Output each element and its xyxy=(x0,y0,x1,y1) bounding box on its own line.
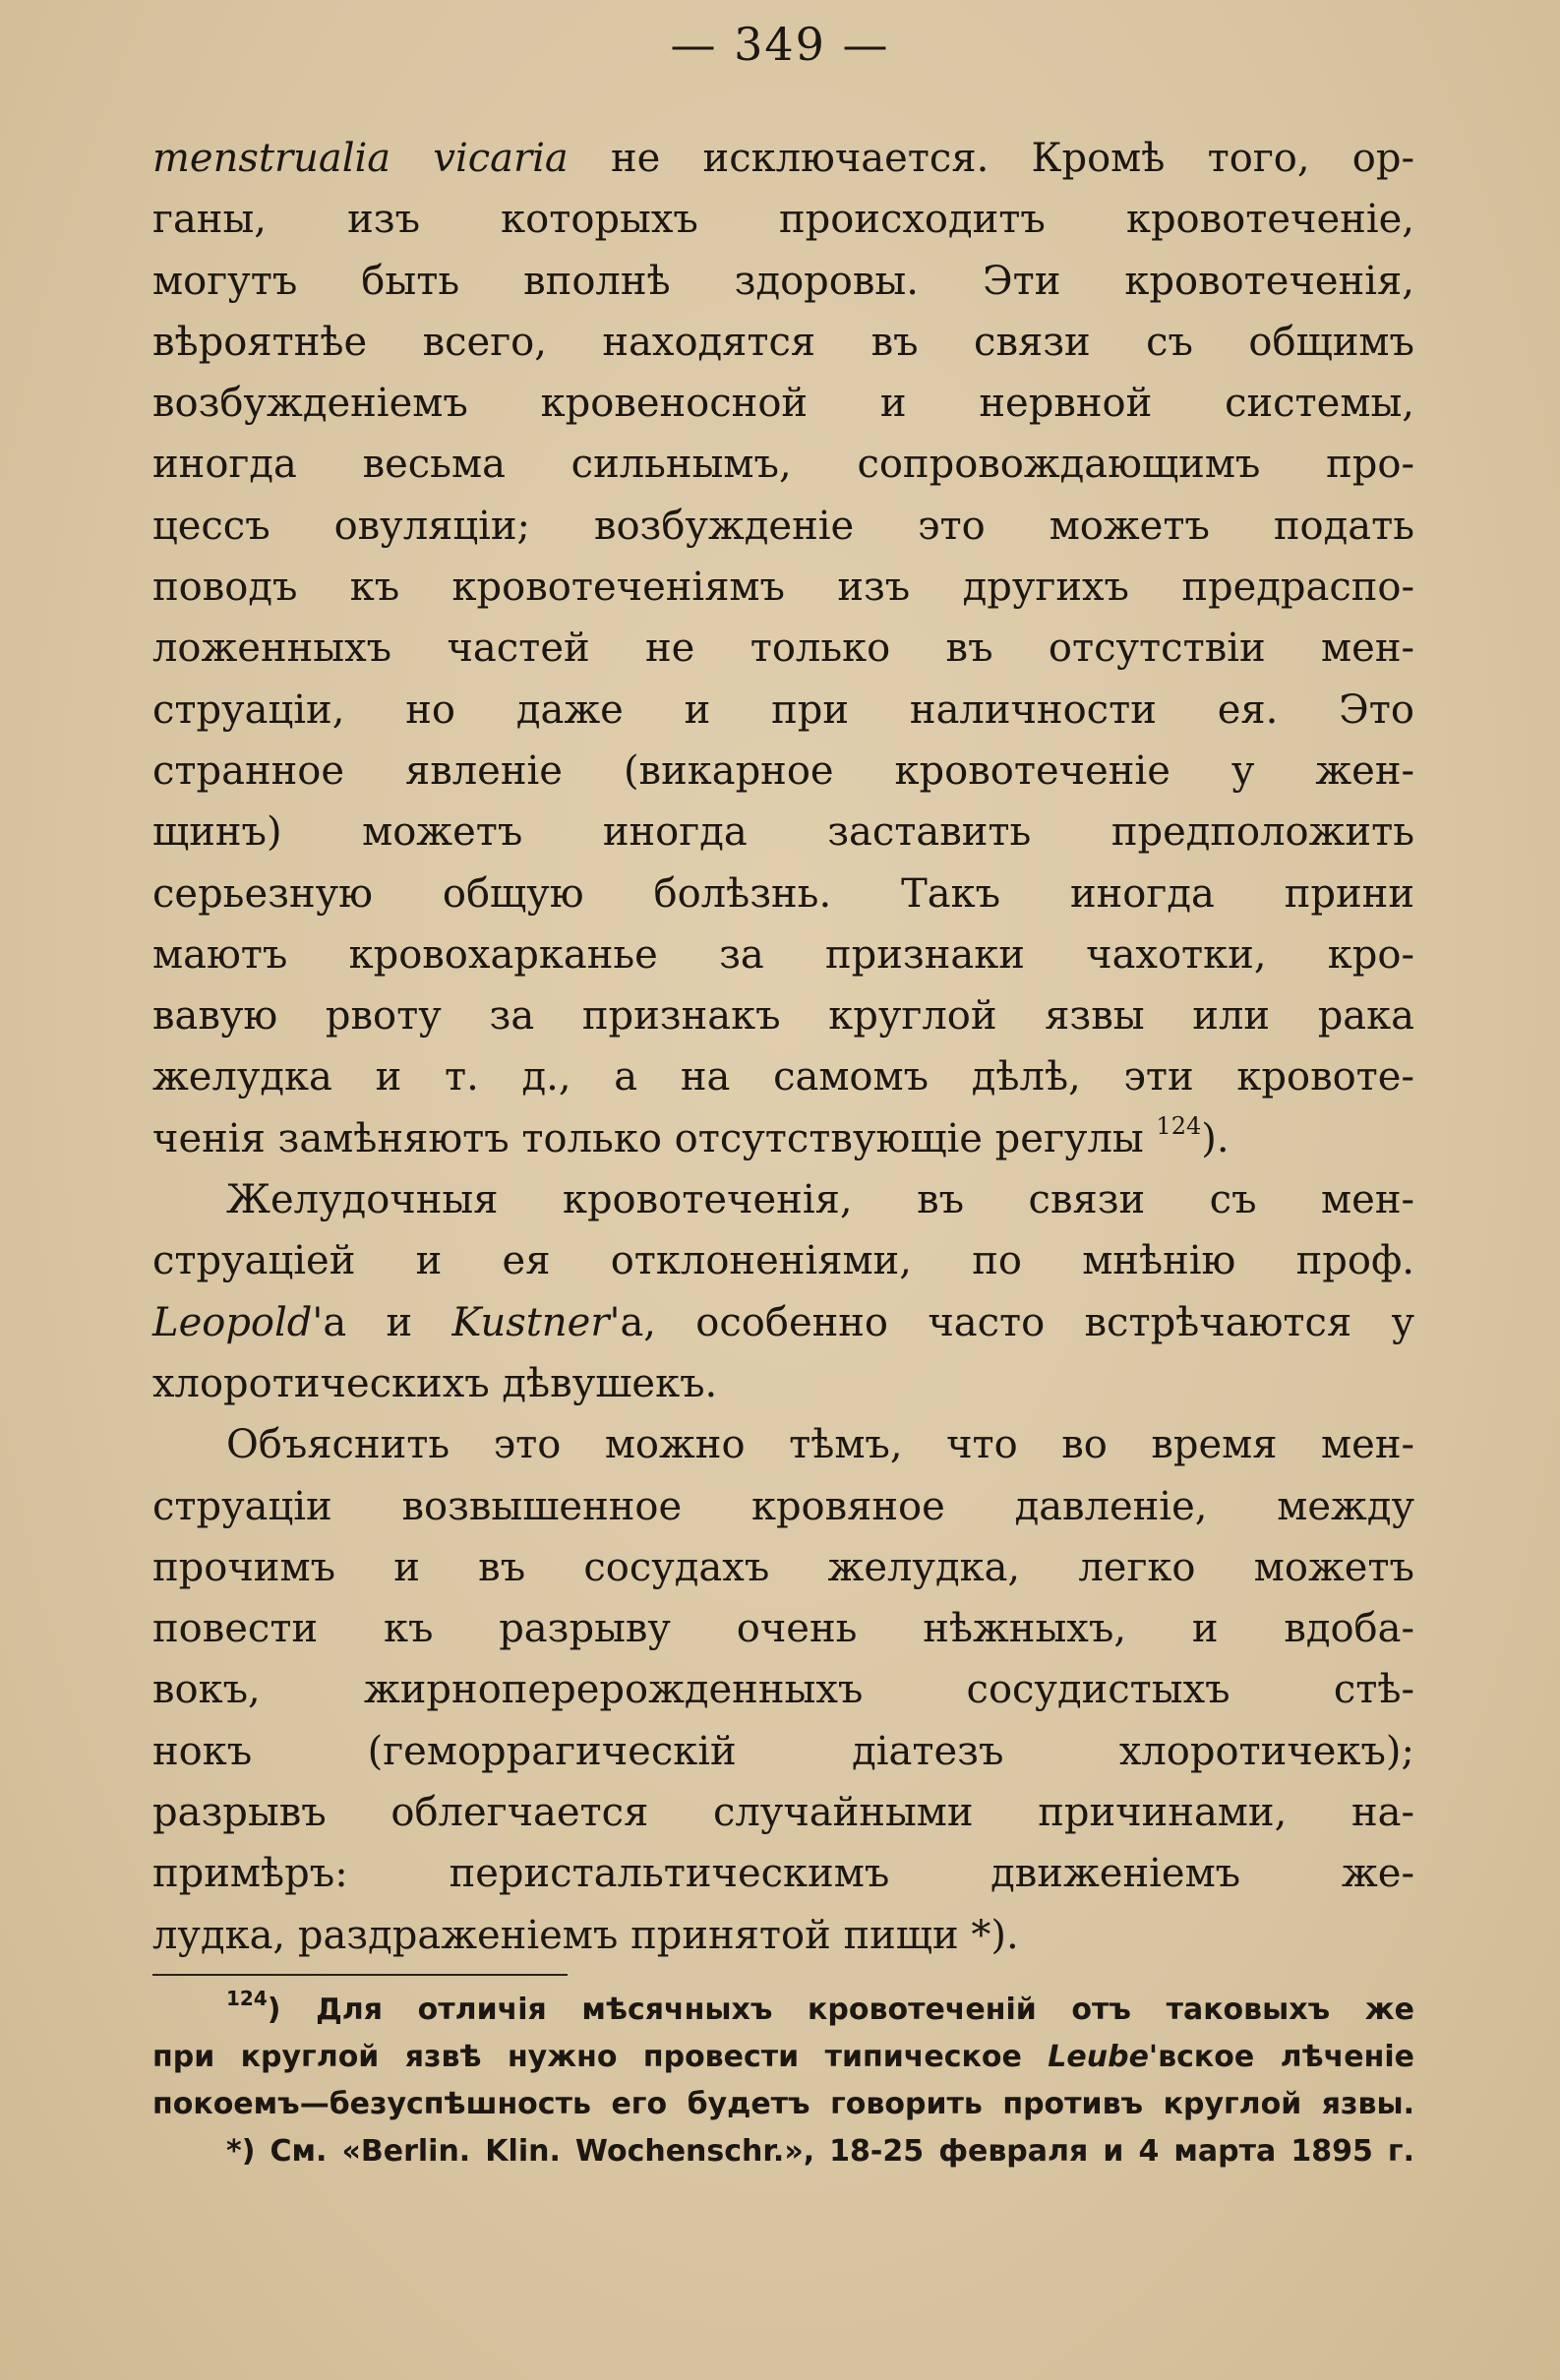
footnote-number: 124 xyxy=(226,1987,268,2010)
text-line: вѣроятнѣе всего, находятся въ связи съ общимъ xyxy=(152,319,1414,365)
text-fragment: ). xyxy=(1201,1115,1230,1161)
text-fragment: ) Для отличія мѣсячныхъ кровотеченій отъ таковыхъ же xyxy=(267,1993,1414,2027)
text-line: странное явленіе (викарное кровотеченіе у жен- xyxy=(152,747,1414,794)
footnote-line xyxy=(152,2034,1414,2081)
text-line: Желудочныя кровотеченія, въ связи съ мен- xyxy=(226,1177,1414,1223)
text-line: поводъ къ кровотеченіямъ изъ другихъ предраспо- xyxy=(152,565,1414,611)
text-line: возбужденіемъ кровеносной и нервной системы, xyxy=(152,381,1414,427)
text-fragment: ченія замѣняютъ только отсутствующіе регулы xyxy=(152,1115,1157,1161)
footnote-divider xyxy=(152,1974,568,1976)
text-line: прочимъ и въ сосудахъ желудка, легко можетъ xyxy=(152,1544,1414,1590)
text-line: лудка, раздраженіемъ принятой пищи *). xyxy=(152,1912,1019,1958)
text-line: струаціей и ея отклоненіями, по мнѣнію проф. xyxy=(152,1238,1414,1284)
paragraph-2 xyxy=(152,1169,1414,1414)
text-line: желудка и т. д., а на самомъ дѣлѣ, эти кровоте- xyxy=(152,1054,1414,1101)
text-line: нокъ (геморрагическій діатезъ хлоротичекъ); xyxy=(152,1728,1414,1774)
author-name: Leube' xyxy=(1048,2040,1159,2074)
paragraph-3 xyxy=(152,1414,1414,1966)
text-line: Объяснить это можно тѣмъ, что во время мен- xyxy=(226,1422,1414,1468)
text-line: иногда весьма сильнымъ, сопровождающимъ про- xyxy=(152,442,1414,488)
main-text xyxy=(152,128,1414,1966)
text-line: повести къ разрыву очень нѣжныхъ, и вдоба- xyxy=(152,1606,1414,1652)
text-line: струаціи возвышенное кровяное давленіе, между xyxy=(152,1483,1414,1529)
text-line: хлоротическихъ дѣвушекъ. xyxy=(152,1360,718,1406)
text-line: примѣръ: перистальтическимъ движеніемъ же- xyxy=(152,1851,1414,1897)
text-line: ганы, изъ которыхъ происходитъ кровотеченіе, xyxy=(152,197,1414,243)
text-line: маютъ кровохарканье за признаки чахотки, кро- xyxy=(152,931,1414,978)
text-line: цессъ овуляціи; возбужденіе это можетъ подать xyxy=(152,503,1414,549)
text-line: могутъ быть вполнѣ здоровы. Эти кровотеченія, xyxy=(152,258,1414,304)
author-name: Leopold' xyxy=(152,1299,324,1345)
text-line xyxy=(152,128,1414,189)
text-line xyxy=(152,1108,1414,1169)
footnote-line: *) См. «Berlin. Klin. Wochenschr.», 18-25 февраля и 4 марта 1895 г. xyxy=(226,2134,1414,2169)
footnote-ref[interactable]: 124 xyxy=(1156,1111,1202,1140)
footnotes xyxy=(152,1987,1414,2175)
text-fragment: а, особенно часто встрѣчаются у xyxy=(620,1299,1415,1345)
page-number: — 349 — xyxy=(670,18,890,71)
paragraph-1 xyxy=(152,128,1414,1169)
text-line: струаціи, но даже и при наличности ея. Это xyxy=(152,686,1414,733)
footnote-line xyxy=(152,1987,1414,2034)
text-line: серьезную общую болѣзнь. Такъ иногда прини xyxy=(152,870,1414,917)
footnote-line: покоемъ—безуспѣшность его будетъ говорить противъ круглой язвы. xyxy=(152,2087,1414,2121)
text-line: разрывъ облегчается случайными причинами, на- xyxy=(152,1790,1414,1836)
author-name: Kustner' xyxy=(451,1299,621,1345)
text-line xyxy=(152,1292,1414,1353)
text-line: вокъ, жирноперерожденныхъ сосудистыхъ стѣ- xyxy=(152,1667,1414,1713)
text-fragment: при круглой язвѣ нужно провести типическое xyxy=(152,2040,1049,2074)
text-line: вавую рвоту за признакъ круглой язвы или рака xyxy=(152,993,1414,1040)
text-line: ложенныхъ частей не только въ отсутствіи мен- xyxy=(152,625,1414,672)
text-fragment: вское лѣченіе xyxy=(1158,2040,1414,2074)
text-fragment: а и xyxy=(323,1299,452,1345)
text-line: щинъ) можетъ иногда заставить предположить xyxy=(152,809,1414,856)
text-fragment: не исключается. Кромѣ того, ор- xyxy=(568,136,1414,181)
latin-term: menstrualia vicaria xyxy=(152,136,569,181)
